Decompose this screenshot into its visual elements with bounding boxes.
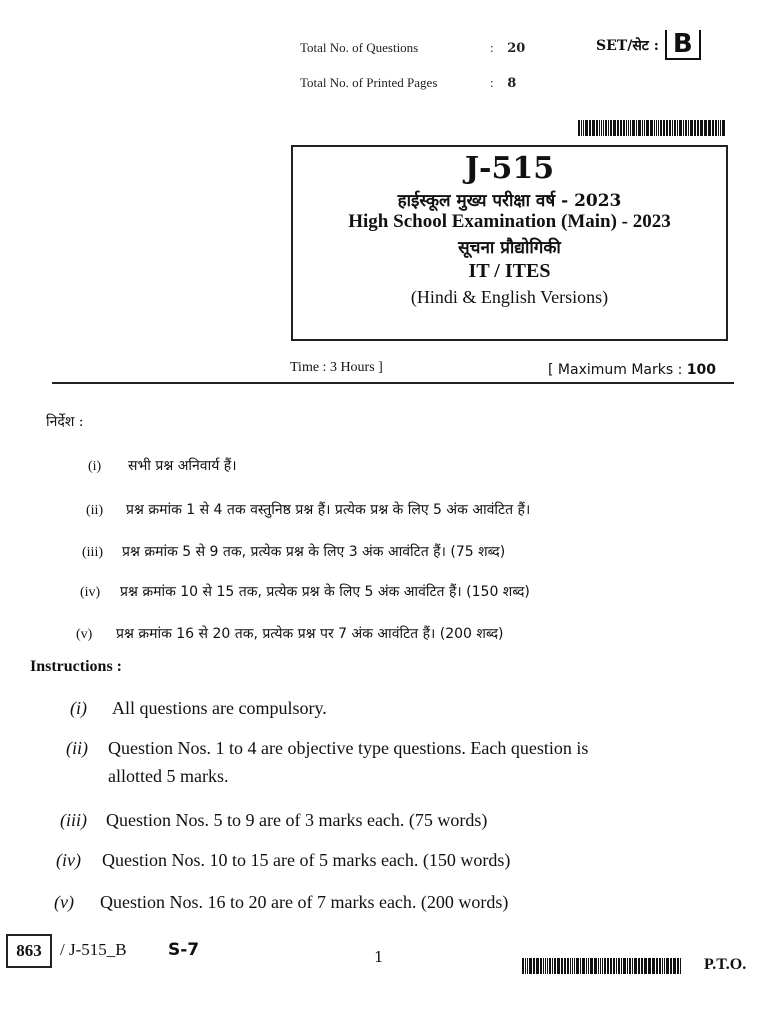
barcode-bar — [581, 120, 582, 136]
subject: IT / ITES — [468, 260, 551, 282]
set-label: SET/सेट : — [596, 37, 659, 54]
set-indicator — [596, 30, 701, 60]
english-exam-title: High School Examination (Main) - 2023 — [348, 211, 671, 232]
barcode-bar — [543, 958, 544, 974]
english-item — [66, 738, 588, 759]
barcode-bar — [652, 958, 655, 974]
barcode-bar — [610, 120, 612, 136]
total-pages-line: Total No. of Printed Pages : 8 — [300, 75, 517, 91]
barcode-bar — [646, 120, 649, 136]
item-text: प्रश्न क्रमांक 16 से 20 तक, प्रत्येक प्रश्न पर 7 अंक आवंटित हैं। (200 शब्द) — [116, 626, 504, 642]
barcode-bar — [603, 120, 604, 136]
barcode-bar — [616, 958, 617, 974]
barcode-bar — [557, 958, 560, 974]
item-number: (v) — [76, 627, 93, 642]
barcode-bar — [533, 958, 535, 974]
item-text: सभी प्रश्न अनिवार्य हैं। — [128, 458, 237, 474]
item-text: प्रश्न क्रमांक 10 से 15 तक, प्रत्येक प्रश्न के लिए 5 अंक आवंटित हैं। (150 शब्द) — [120, 584, 530, 600]
item-text: Question Nos. 10 to 15 are of 5 marks each. (150 words) — [102, 850, 511, 870]
barcode-bar — [527, 958, 528, 974]
barcode-top — [578, 120, 726, 136]
pto: P.T.O. — [704, 956, 747, 973]
barcode-bar — [627, 958, 628, 974]
barcode-bar — [712, 120, 714, 136]
barcode-bar — [644, 120, 645, 136]
barcode-bar — [688, 120, 689, 136]
english-item — [70, 698, 327, 719]
total-questions-label: Total No. of Questions — [300, 40, 419, 55]
barcode-bar — [679, 120, 682, 136]
barcode-bar — [578, 120, 580, 136]
barcode-bar — [642, 120, 643, 136]
hindi-exam-title: हाईस्कूल मुख्य परीक्षा वर्ष - 2023 — [397, 191, 622, 211]
barcode-bar — [620, 120, 622, 136]
barcode-bar — [613, 120, 616, 136]
item-number: (iv) — [56, 850, 81, 870]
hindi-subject: सूचना प्रौद्योगिकी — [458, 238, 561, 258]
barcode-bar — [618, 958, 620, 974]
barcode-bar — [629, 958, 631, 974]
item-number: (i) — [70, 698, 87, 718]
barcode-bar — [660, 120, 662, 136]
footer-box-number: 863 — [6, 934, 52, 968]
barcode-bar — [669, 120, 671, 136]
barcode-bar — [567, 958, 569, 974]
barcode-bar — [590, 958, 593, 974]
barcode-bar — [697, 120, 699, 136]
barcode-bar — [654, 120, 655, 136]
barcode-bar — [634, 958, 637, 974]
barcode-bar — [683, 120, 684, 136]
hindi-item — [88, 456, 237, 475]
barcode-bar — [680, 958, 681, 974]
barcode-bar — [623, 958, 626, 974]
barcode-bar — [718, 120, 719, 136]
barcode-bar — [608, 120, 609, 136]
barcode-bar — [663, 120, 665, 136]
barcode-bar — [632, 120, 635, 136]
max-marks-label: [ Maximum Marks : — [548, 362, 683, 378]
barcode-bar — [648, 958, 651, 974]
barcode-bar — [621, 958, 622, 974]
barcode-bar — [588, 958, 589, 974]
english-item — [56, 850, 510, 871]
barcode-bar — [576, 958, 579, 974]
barcode-bar — [564, 958, 566, 974]
barcode-bar — [570, 958, 571, 974]
barcode-bar — [670, 958, 672, 974]
title-box — [291, 145, 728, 341]
barcode-bar — [580, 958, 581, 974]
barcode-bar — [626, 120, 627, 136]
barcode-bar — [536, 958, 539, 974]
barcode-bar — [636, 120, 637, 136]
barcode-bar — [630, 120, 631, 136]
item-text: All questions are compulsory. — [112, 698, 327, 718]
barcode-bar — [623, 120, 625, 136]
max-marks-value: 100 — [686, 362, 717, 378]
barcode-bar — [561, 958, 563, 974]
item-text: Question Nos. 16 to 20 are of 7 marks each. (200 words) — [100, 892, 509, 912]
barcode-bar — [674, 120, 676, 136]
item-number: (iii) — [82, 545, 103, 560]
barcode-bar — [589, 120, 591, 136]
item-number: (v) — [54, 892, 74, 912]
item-number: (ii) — [86, 503, 104, 518]
item-number: (ii) — [66, 738, 88, 758]
barcode-bar — [704, 120, 707, 136]
barcode-bar — [592, 120, 595, 136]
barcode-bar — [600, 958, 601, 974]
barcode-bar — [685, 120, 687, 136]
item-text: प्रश्न क्रमांक 5 से 9 तक, प्रत्येक प्रश्न के लिए 3 अंक आवंटित हैं। (75 शब्द) — [122, 544, 506, 560]
barcode-bar — [708, 120, 711, 136]
barcode-bar — [594, 958, 597, 974]
barcode-bar — [545, 958, 546, 974]
hindi-instructions-heading: निर्देश : — [46, 414, 84, 430]
barcode-bar — [604, 958, 606, 974]
page-number: 1 — [374, 948, 384, 966]
barcode-bar — [659, 958, 661, 974]
divider — [52, 382, 734, 384]
barcode-bar — [700, 120, 703, 136]
hindi-item — [86, 500, 530, 519]
hindi-item — [80, 582, 530, 601]
barcode-bar — [554, 958, 556, 974]
barcode-bar — [658, 120, 659, 136]
hindi-item — [76, 624, 504, 643]
barcode-bar — [613, 958, 615, 974]
barcode-bar — [656, 958, 658, 974]
barcode-bar — [694, 120, 696, 136]
barcode-bar — [656, 120, 657, 136]
paper-code: J-515 — [464, 151, 555, 186]
item-text: प्रश्न क्रमांक 1 से 4 तक वस्तुनिष्ठ प्रश्न हैं। प्रत्येक प्रश्न के लिए 5 अंक आवंटित हैं। — [126, 502, 531, 518]
footer-series: S-7 — [168, 940, 200, 960]
barcode-bar — [547, 958, 548, 974]
barcode-bar — [677, 120, 678, 136]
hindi-item — [82, 542, 505, 561]
english-instructions-heading: Instructions : — [30, 658, 123, 675]
barcode-bar — [722, 120, 725, 136]
barcode-bar — [638, 120, 641, 136]
barcode-bar — [585, 120, 588, 136]
barcode-bar — [664, 958, 665, 974]
barcode-bar — [602, 958, 603, 974]
barcode-bar — [617, 120, 619, 136]
barcode-bar — [638, 958, 640, 974]
barcode-bar — [672, 120, 673, 136]
barcode-bar — [552, 958, 553, 974]
total-pages-label: Total No. of Printed Pages — [300, 75, 438, 90]
barcode-bar — [522, 958, 524, 974]
barcode-bar — [644, 958, 647, 974]
versions: (Hindi & English Versions) — [410, 287, 609, 307]
item-number: (iii) — [60, 810, 87, 830]
barcode-bar — [599, 120, 600, 136]
barcode-bar — [632, 958, 633, 974]
item-text: Question Nos. 5 to 9 are of 3 marks each. (75 words) — [106, 810, 488, 830]
barcode-bar — [586, 958, 587, 974]
barcode-bar — [662, 958, 663, 974]
total-pages-value: 8 — [507, 76, 517, 91]
max-marks — [548, 362, 716, 378]
total-questions-line: Total No. of Questions : 20 — [300, 40, 526, 56]
barcode-bar — [572, 958, 573, 974]
barcode-bar — [598, 958, 599, 974]
barcode-bar — [715, 120, 717, 136]
barcode-bar — [582, 958, 585, 974]
barcode-bar — [601, 120, 602, 136]
english-item-continuation — [108, 766, 228, 787]
item-number: (i) — [88, 459, 102, 474]
barcode-bar — [720, 120, 721, 136]
barcode-bar — [605, 120, 607, 136]
barcode-bar — [607, 958, 609, 974]
barcode-bar — [610, 958, 612, 974]
barcode-bar — [690, 120, 693, 136]
barcode-bar — [666, 120, 668, 136]
barcode-bar — [650, 120, 653, 136]
item-text: Question Nos. 1 to 4 are objective type questions. Each question is — [108, 738, 589, 758]
barcode-bar — [529, 958, 532, 974]
barcode-bar — [549, 958, 551, 974]
english-item — [60, 810, 487, 831]
barcode-bar — [525, 958, 526, 974]
barcode-bar — [666, 958, 669, 974]
barcode-bar — [596, 120, 598, 136]
english-item — [54, 892, 508, 913]
barcode-bar — [677, 958, 679, 974]
item-number: (iv) — [80, 585, 101, 600]
barcode-bar — [540, 958, 542, 974]
barcode-bar — [628, 120, 629, 136]
total-questions-value: 20 — [507, 41, 526, 56]
barcode-bottom — [522, 958, 682, 974]
set-value: B — [665, 30, 701, 60]
barcode-bar — [641, 958, 643, 974]
time-info: Time : 3 Hours ] — [290, 360, 383, 375]
barcode-bar — [673, 958, 676, 974]
barcode-bar — [574, 958, 575, 974]
item-text: allotted 5 marks. — [108, 766, 229, 786]
barcode-bar — [583, 120, 584, 136]
footer-paper-code: / J-515_B — [60, 940, 127, 959]
